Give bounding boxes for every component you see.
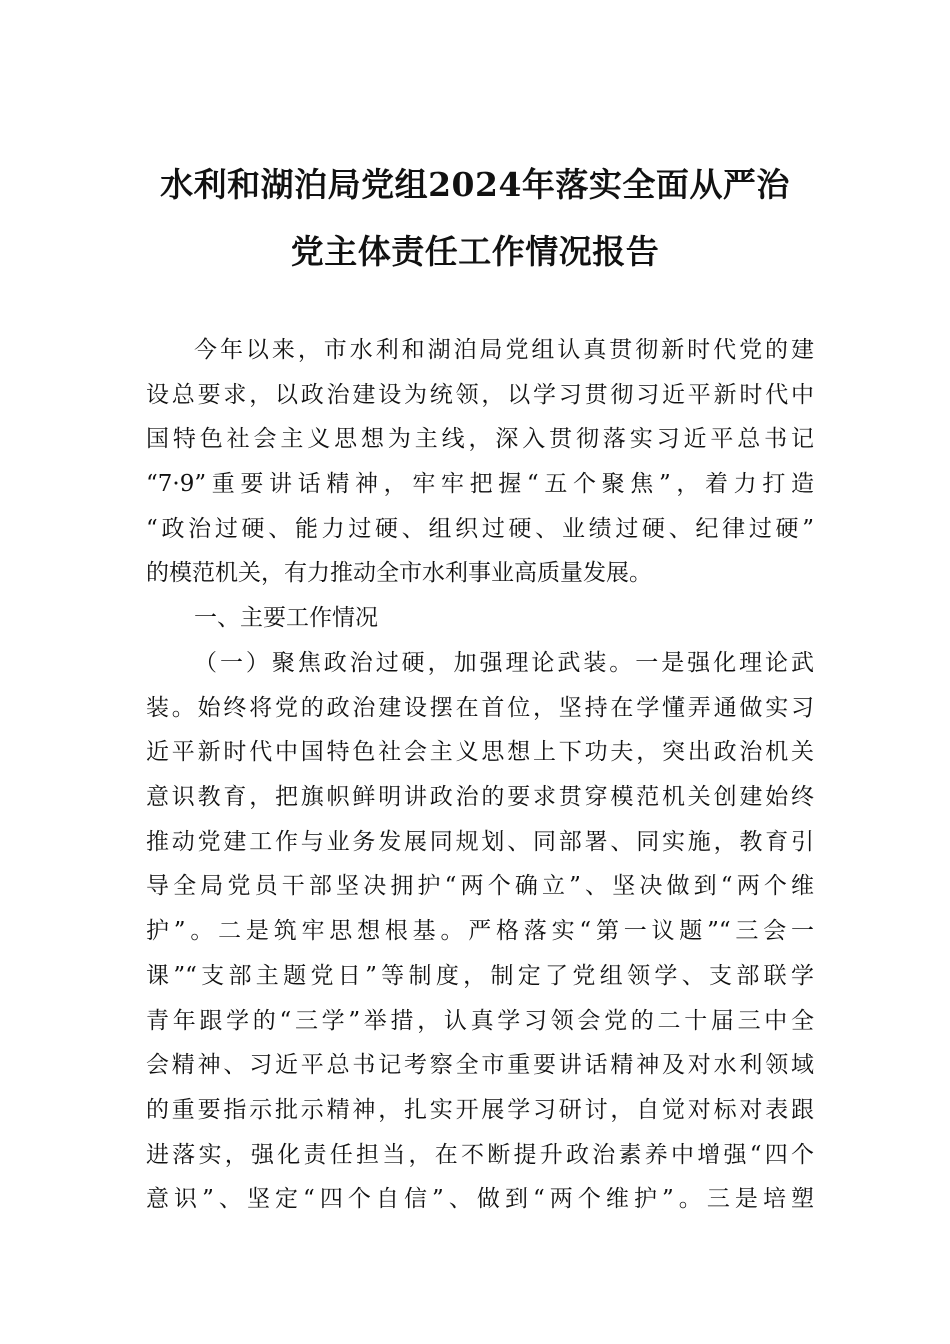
- section1-line: 近平新时代中国特色社会主义思想上下功夫，突出政治机关: [146, 739, 814, 766]
- intro-paragraph: [146, 328, 814, 596]
- section1-line: 装。始终将党的政治建设摆在首位，坚持在学懂弄通做实习: [146, 694, 814, 721]
- intro-line: 设总要求，以政治建设为统领，以学习贯彻习近平新时代中: [146, 381, 814, 408]
- section1-line: 护”。二是筑牢思想根基。严格落实“第一议题”“三会一: [146, 918, 814, 945]
- intro-line: “政治过硬、能力过硬、组织过硬、业绩过硬、纪律过硬”: [146, 515, 814, 542]
- section1-line: 进落实，强化责任担当，在不断提升政治素养中增强“四个: [146, 1141, 814, 1168]
- section1-line: （一）聚焦政治过硬，加强理论武装。一是强化理论武: [194, 650, 814, 676]
- section-heading-main-work: 一、主要工作情况: [194, 605, 378, 631]
- section1-line: 导全局党员干部坚决拥护“两个确立”、坚决做到“两个维: [146, 873, 814, 900]
- section1-line: 的重要指示批示精神，扎实开展学习研讨，自觉对标对表跟: [146, 1096, 814, 1123]
- intro-line: 的模范机关，有力推动全市水利事业高质量发展。: [146, 560, 652, 587]
- document-title-line-2: 党主体责任工作情况报告: [290, 232, 660, 271]
- intro-line: “7·9”重要讲话精神，牢牢把握“五个聚焦”，着力打造: [146, 471, 814, 498]
- section1-line: 意识教育，把旗帜鲜明讲政治的要求贯穿模范机关创建始终: [146, 784, 814, 811]
- section1-line: 推动党建工作与业务发展同规划、同部署、同实施，教育引: [146, 828, 814, 855]
- intro-line: 今年以来，市水利和湖泊局党组认真贯彻新时代党的建: [194, 337, 814, 363]
- section1-line: 青年跟学的“三学”举措，认真学习领会党的二十届三中全: [146, 1007, 814, 1034]
- section1-line: 会精神、习近平总书记考察全市重要讲话精神及对水利领域: [146, 1052, 814, 1079]
- section1-line: 课”“支部主题党日”等制度，制定了党组领学、支部联学: [146, 962, 814, 989]
- section1-line: 意识”、坚定“四个自信”、做到“两个维护”。三是培塑: [146, 1186, 814, 1213]
- document-title-line-1: 水利和湖泊局党组2024年落实全面从严治: [160, 165, 790, 204]
- intro-line: 国特色社会主义思想为主线，深入贯彻落实习近平总书记: [146, 426, 814, 453]
- section1-paragraph: [146, 641, 814, 1222]
